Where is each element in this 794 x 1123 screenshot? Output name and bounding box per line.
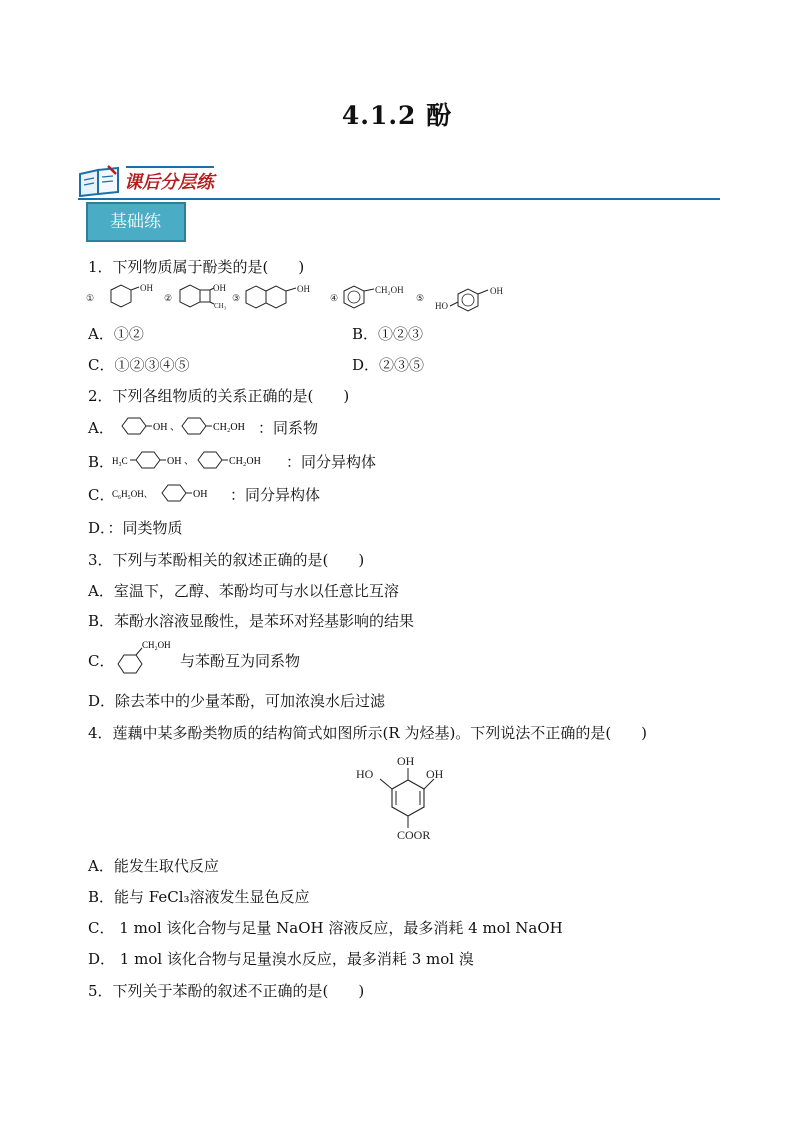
level-tag: 基础练 [86, 202, 186, 242]
svg-text:C₆H₅OH、: C₆H₅OH、 [112, 489, 153, 499]
phenol-pair-structure [112, 481, 232, 505]
label-ch2oh: CH₂OH [375, 285, 404, 295]
svg-text:OH: OH [153, 422, 168, 433]
question-4-option-c[interactable]: C． 1 mol 该化合物与足量 NaOH 溶液反应，最多消耗 4 mol NaOH [88, 919, 563, 937]
svg-text:HO: HO [356, 767, 374, 781]
label-oh: OH [490, 286, 503, 296]
question-3-option-b[interactable]: B．苯酚水溶液显酸性，是苯环对羟基影响的结果 [88, 612, 415, 630]
question-5-stem: 5．下列关于苯酚的叙述不正确的是( ) [88, 982, 365, 1000]
label-ho: HO [435, 301, 448, 311]
marker-1: ① [86, 293, 95, 303]
question-3-option-a[interactable]: A．室温下，乙醇、苯酚均可与水以任意比互溶 [88, 582, 399, 600]
marker-4: ④ [330, 293, 339, 303]
question-3-stem: 3．下列与苯酚相关的叙述正确的是( ) [88, 551, 365, 569]
svg-text:OH: OH [426, 767, 444, 781]
question-1-option-d[interactable]: D．②③⑤ [352, 356, 425, 374]
question-3-option-d[interactable]: D．除去苯中的少量苯酚，可加浓溴水后过滤 [88, 692, 386, 710]
svg-text:OH: OH [397, 754, 415, 768]
question-2-option-a[interactable]: A． OH 、 CH₂OH ：同系物 [88, 417, 488, 439]
section-header: 课后分层练 [124, 172, 214, 193]
question-1-option-c[interactable]: C．①②③④⑤ [88, 356, 190, 374]
question-4-stem: 4．莲藕中某多酚类物质的结构简式如图所示(R 为烃基)。下列说法不正确的是( ) [88, 724, 648, 742]
marker-3: ③ [232, 293, 241, 303]
svg-text:CH₂OH: CH₂OH [229, 456, 261, 467]
page-title: 4.1.2 酚 [341, 101, 453, 130]
question-1-structures [86, 282, 516, 316]
label-oh: OH [140, 283, 153, 293]
benzyl-alcohol-structure [114, 640, 184, 678]
question-3-option-c[interactable]: C． CH₂OH 与苯酚互为同系物 [88, 640, 408, 680]
label-ch3: CH₃ [214, 302, 227, 310]
question-2-option-b[interactable]: B． H₃C OH 、 CH₂OH ：同分异构体 [88, 451, 488, 473]
svg-text:CH₂OH: CH₂OH [213, 422, 245, 433]
question-4-option-d[interactable]: D． 1 mol 该化合物与足量溴水反应，最多消耗 3 mol 溴 [88, 950, 474, 968]
marker-5: ⑤ [416, 293, 425, 303]
svg-text:H₃C: H₃C [112, 456, 128, 466]
label-oh: OH [213, 283, 226, 293]
header-divider [78, 198, 720, 200]
polyphenol-structure [350, 752, 450, 844]
svg-text:COOR: COOR [397, 828, 431, 842]
question-4-option-b[interactable]: B．能与 FeCl₃溶液发生显色反应 [88, 888, 310, 906]
svg-text:OH: OH [167, 456, 182, 467]
question-2-option-c[interactable]: C． C₆H₅OH、 OH ：同分异构体 [88, 484, 488, 506]
svg-text:、: 、 [170, 422, 180, 433]
label-oh: OH [297, 284, 310, 294]
question-1-option-a[interactable]: A．①② [88, 325, 144, 343]
question-1-stem: 1．下列物质属于酚类的是( ) [88, 258, 305, 276]
question-2-option-d[interactable]: D．：同类物质 [88, 519, 183, 537]
marker-2: ② [164, 293, 173, 303]
question-1-option-b[interactable]: B．①②③ [352, 325, 424, 343]
svg-text:、: 、 [184, 456, 194, 467]
book-icon [78, 164, 122, 198]
svg-text:OH: OH [193, 489, 208, 500]
question-2-stem: 2．下列各组物质的关系正确的是( ) [88, 387, 350, 405]
question-4-option-a[interactable]: A．能发生取代反应 [88, 857, 219, 875]
svg-text:CH₂OH: CH₂OH [142, 640, 171, 650]
